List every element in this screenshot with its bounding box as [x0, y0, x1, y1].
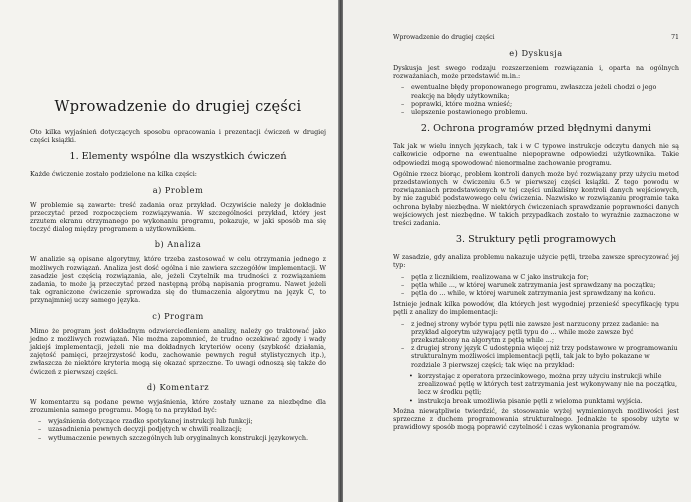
intro-paragraph: Oto kilka wyjaśnień dotyczących sposobu opracowania i prezentacji ćwiczeń w drugiej części książki.	[30, 128, 326, 145]
list-item: – z jednej strony wybór typu pętli nie zawsze jest narzucony przez zadanie: na przykład algorytm używający pętli typu do ... while może zawsze być przekształcony na algorytm z pętlą while ...;	[401, 320, 679, 345]
closing-paragraph: Można niewątpliwie twierdzić, że stosowanie wyżej wymienionych możliwości jest sprzeczne z duchem programowania strukturalnego. Jednakże te sposoby użyte w prawidłowy sposób mogą poprawić czytelność i czas wykonania programów.	[393, 406, 679, 432]
program-paragraph: Mimo że program jest dokładnym odzwierciedleniem analizy, należy go traktować jako jedno z możliwych rozwiązań. Nie można zapomnieć, że trudno oczekiwać zgody i wady jakiejś implementacji, jeżeli nie ma dokładnych kryteriów oceny (szybkość działania, zajętość pamięci, przejrzystość kodu, zachowanie pewnych reguł stylistycznych itp.), zwłaszcza że niektóre kryteria mogą się okazać sprzeczne. To uwagi odnoszą się także do ćwiczeń z pierwszej części.	[30, 326, 326, 376]
list-item: – ulepszenie postawionego problemu.	[401, 108, 679, 116]
list-item: – pętla while ..., w której warunek zatrzymania jest sprawdzany na początku;	[401, 281, 679, 289]
list-item: – pętla z licznikiem, realizowana w C jako instrukcja for;	[401, 273, 679, 281]
komentarz-paragraph: W komentarzu są podane pewne wyjaśnienia, które zostały uznane za niezbędne dla zrozumienia samego programu. Mogą to na przykład być:	[30, 397, 326, 415]
section-1-heading: 1. Elementy wspólne dla wszystkich ćwiczeń	[69, 151, 287, 163]
list-item: – z drugiej strony język C udostępnia więcej niż trzy podstawowe w programowaniu strukturalnym możliwości implementacji pętli, tak jak to było pokazane w rozdziale 3 pierwszej części; tak więc na przykład:	[401, 344, 679, 369]
dyskusja-heading: e) Dyskusja	[509, 48, 563, 58]
analiza-heading: b) Analiza	[154, 239, 202, 250]
analiza-paragraph: W analizie są opisane algorytmy, które trzeba zastosować w celu otrzymania jednego z możliwych rozwiązań. Analiza jest dość ogólna i nie zawiera szczegółów implementacji. W zasadzie jest częścią rozwiązania, ale, jeżeli Czytelnik ma trudności z rozwiązaniem zadania, to może ją przeczytać przed następną próbą napisania programu. Nawet jeżeli tak ograniczone ćwiczenie sprowadza się do tłumaczenia algorytmu na język C, to przynajmniej uczy samego języka.	[30, 255, 326, 305]
section-2-heading: 2. Ochrona programów przed błędnymi danymi	[420, 123, 652, 135]
komentarz-list	[38, 417, 326, 442]
running-header	[393, 34, 679, 48]
problem-heading: a) Problem	[152, 184, 204, 195]
chapter-title: Wprowadzenie do drugiej części	[54, 99, 302, 115]
list-item: • instrukcja break umożliwia pisanie pętli z wieloma punktami wyjścia.	[409, 397, 679, 405]
list-item: – wyjaśnienia dotyczące rzadko spotykanej instrukcji lub funkcji;	[38, 417, 326, 425]
list-item: • korzystając z operatora przecinkowego, można przy użyciu instrukcji while zrealizować pętlę w których test zatrzymania jest wykonywany nie na początku, lecz w środku pętli;	[409, 372, 679, 397]
dyskusja-list	[401, 83, 679, 116]
problem-paragraph: W problemie są zawarte: treść zadania oraz przykład. Oczywiście należy je dokładnie przeczytać przed rozpoczęciem rozwiązywania. W szczególności przykład, który jest zrzutem ekranu otrzymanego po wykonaniu programu, pokazuje, w jaki sposób ma się toczyć dialog między programem a użytkownikiem.	[30, 200, 326, 234]
page-number: 71	[671, 34, 679, 41]
list-item: – uzasadnienia pewnych decyzji podjętych w chwili realizacji;	[38, 425, 326, 433]
section-2-paragraph-1: Tak jak w wielu innych językach, tak i w C typowe instrukcje odczytu danych nie są całkowicie odporne na ewentualne niepoprawne odpowiedzi użytkownika. Takie odpowiedzi mogą spowodować nienormalne zachowanie programu.	[393, 142, 679, 167]
section-3-paragraph-2: Istnieje jednak kilka powodów, dla których jest wygodniej przenieść specyfikację typu pętli z analizy do implementacji:	[393, 300, 679, 317]
list-item: – pętla do ... while, w której warunek zatrzymania jest sprawdzany na końcu.	[401, 289, 679, 297]
section-1-text: Każde ćwiczenie zostało podzielone na kilka części:	[30, 170, 197, 179]
loop-type-list	[401, 273, 679, 298]
sub-list	[409, 372, 679, 405]
komentarz-heading: d) Komentarz	[146, 381, 210, 392]
section-3-heading: 3. Struktury pętli programowych	[455, 234, 617, 246]
left-page	[0, 0, 338, 502]
running-head-title: Wprowadzenie do drugiej części	[393, 34, 495, 41]
program-heading: c) Program	[152, 310, 204, 321]
right-page	[343, 0, 691, 502]
section-3-paragraph-1: W zasadzie, gdy analiza problemu nakazuje użycie pętli, trzeba zawsze sprecyzować jej typ:	[393, 253, 679, 270]
list-item: – wytłumaczenie pewnych szczególnych lub oryginalnych konstrukcji językowych.	[38, 434, 326, 442]
reason-list	[401, 320, 679, 369]
section-2-paragraph-2: Ogólnie rzecz biorąc, problem kontroli danych może być rozwiązany przy użyciu metod przedstawionych w ćwiczeniu 6.5 w pierwszej części książki. Z tego powodu w rozwiązaniach przedstawionych w tej części unikaliśmy kontroli danych wejściowych, by nie zagubić podstawowego celu ćwiczenia. Nazwisko w rozwiązaniu programie taka ochrona byłaby niezbędna. W niektórych ćwiczeniach sprawdzanie poprawności danych wejściowych jest niezbędne. W takich przypadkach zostało to wyraźnie zaznaczone w treści zadania.	[393, 169, 679, 228]
list-item: – poprawki, które można wnieść;	[401, 100, 679, 108]
dyskusja-paragraph: Dyskusja jest swego rodzaju rozszerzeniem rozwiązania i, oparta na ogólnych rozważaniach, może przedstawić m.in.:	[393, 64, 679, 81]
list-item: – ewentualne błędy proponowanego programu, zwłaszcza jeżeli chodzi o jego reakcję na błędy użytkownika;	[401, 83, 679, 99]
